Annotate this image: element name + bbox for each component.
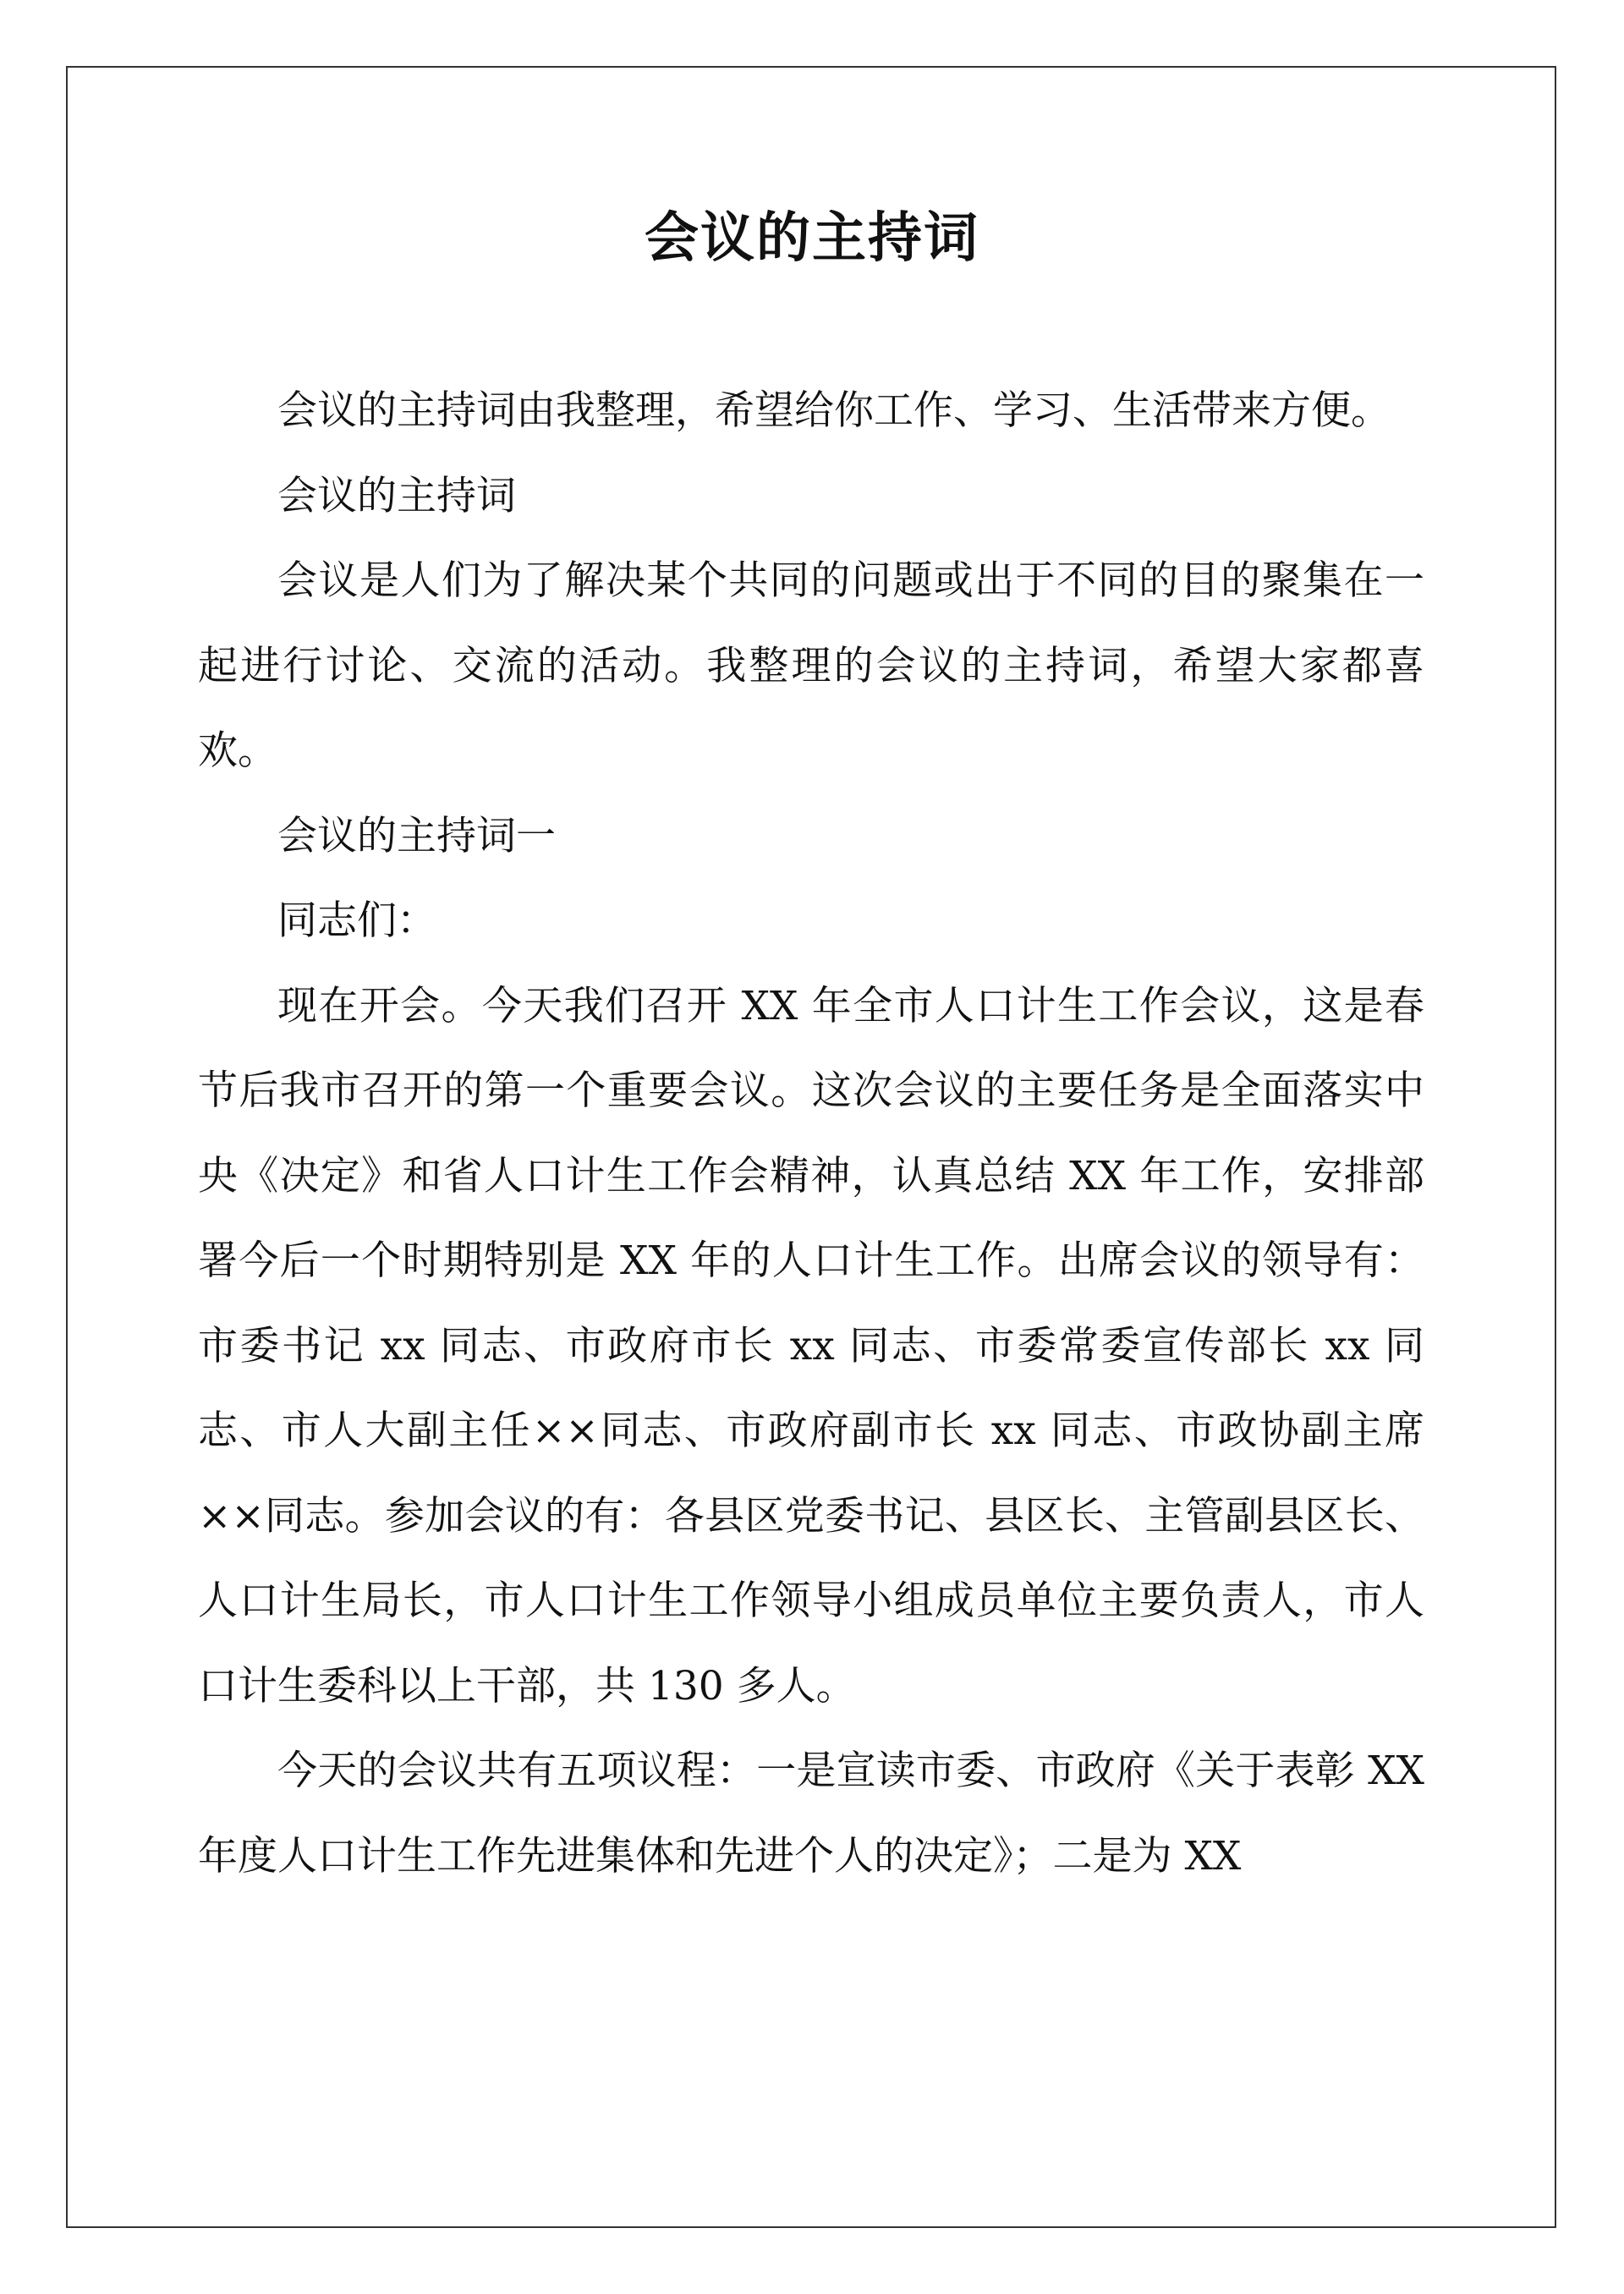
paragraph-agenda: 今天的会议共有五项议程：一是宣读市委、市政府《关于表彰 XX 年度人口计生工作先进集体和先进个人的决定》；二是为 XX [198,1748,1424,1880]
paragraph-description: 会议是人们为了解决某个共同的问题或出于不同的目的聚集在一起进行讨论、交流的活动。我整理的会议的主持词，希望大家都喜欢。 [198,557,1424,774]
paragraph-heading: 会议的主持词 [277,472,516,519]
paragraph-opening: 现在开会。今天我们召开 XX 年全市人口计生工作会议，这是春节后我市召开的第一个重要会议。这次会议的主要任务是全面落实中央《决定》和省人口计生工作会精神，认真总结 XX 年工作，安排部署今后一个时期特别是 XX 年的人口计生工作。出席会议的领导有：市委书记 xx 同志、市政府市长 xx 同志、市委常委宣传部长 xx 同志、市人大副主任××同志、市政府副市长 xx 同志、市政协副主席××同志。参加会议的有：各县区党委书记、县区长、主管副县区长、人口计生局长，市人口计生工作领导小组成员单位主要负责人，市人口计生委科以上干部，共 130 多人。 [198,982,1424,1710]
paragraph-salutation: 同志们： [277,897,436,944]
paragraph-section-heading: 会议的主持词一 [277,812,556,859]
document-title: 会议的主持词 [645,206,979,270]
paragraph-intro: 会议的主持词由我整理，希望给你工作、学习、生活带来方便。 [277,387,1391,434]
document-body [198,369,1424,1899]
